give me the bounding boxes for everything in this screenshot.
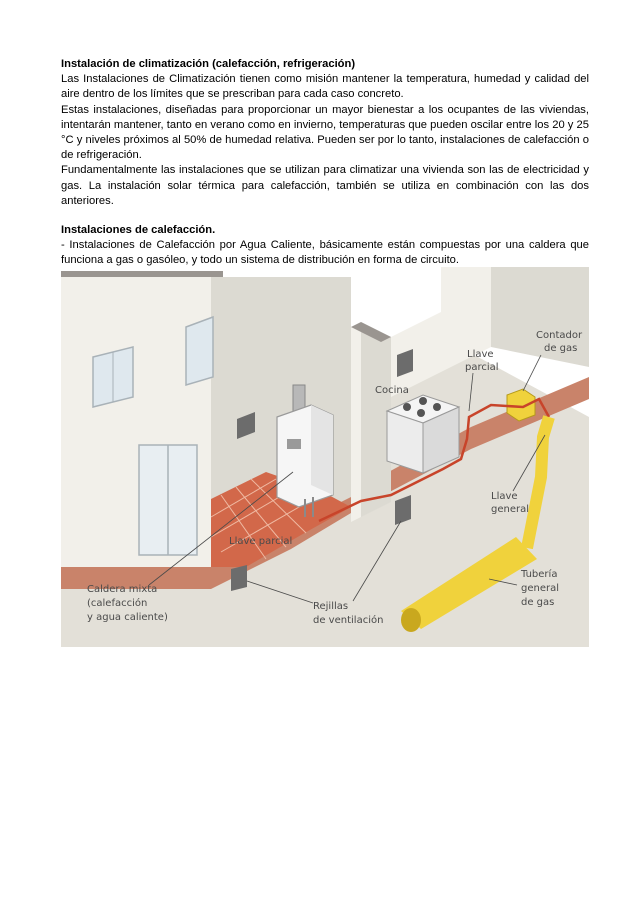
svg-text:de gas: de gas [544,343,578,354]
svg-text:de ventilación: de ventilación [313,615,384,626]
paragraph-3: Fundamentalmente las instalaciones que se utilizan para climatizar una vivienda son las de electricidad y gas. La instalación solar térmica para calefacción, también se utiliza en combinación con las dos anteriores. [61,164,589,207]
paragraph-2: Estas instalaciones, diseñadas para proporcionar un mayor bienestar a los ocupantes de las viviendas, intentarán mantener, tanto en verano como en invierno, temperaturas que pueden oscilar entre los 20 y 25 °C y niveles próximos al 50% de humedad relativa. Pueden ser por lo tanto, instalaciones de calefacción o de refrigeración. [61,103,589,162]
document-title: Instalación de climatización (calefacción, refrigeración) [61,58,356,70]
svg-text:y agua caliente): y agua caliente) [87,612,168,623]
section-paragraph: - Instalaciones de Calefacción por Agua Caliente, básicamente están compuestas por una caldera que funciona a gas o gasóleo, y todo un sistema de distribución en forma de circuito. [61,239,589,267]
svg-text:Contador: Contador [536,330,583,341]
svg-text:Caldera mixta: Caldera mixta [87,584,158,595]
svg-text:de gas: de gas [521,597,555,608]
illustration-svg [61,267,589,647]
text-content [61,57,589,269]
svg-text:Rejillas: Rejillas [313,601,349,612]
svg-text:Llave: Llave [491,491,518,502]
svg-text:parcial: parcial [465,362,499,373]
window-interior [186,317,213,385]
gas-meter [507,389,535,421]
svg-text:Llave parcial: Llave parcial [229,536,293,547]
svg-text:general: general [521,583,560,594]
svg-text:general: general [491,504,530,515]
svg-text:Llave: Llave [467,349,494,360]
section-heading: Instalaciones de calefacción. [61,224,216,237]
heating-installation-illustration [61,267,589,647]
svg-text:Cocina: Cocina [375,385,409,396]
label-cocina [375,385,409,396]
stove [387,395,459,473]
left-wall-top [61,271,223,277]
svg-text:(calefacción: (calefacción [87,598,148,609]
paragraph-1: Las Instalaciones de Climatización tienen como misión mantener la temperatura, humedad y calidad del aire dentro de los límites que se prescriban para cada caso concreto. [61,73,589,101]
label-llave-parcial-bottom [229,536,292,547]
ventilation-grille-4 [231,565,247,591]
partition-wall [351,322,361,522]
svg-text:Tubería: Tubería [521,569,558,580]
spacer [61,209,589,223]
